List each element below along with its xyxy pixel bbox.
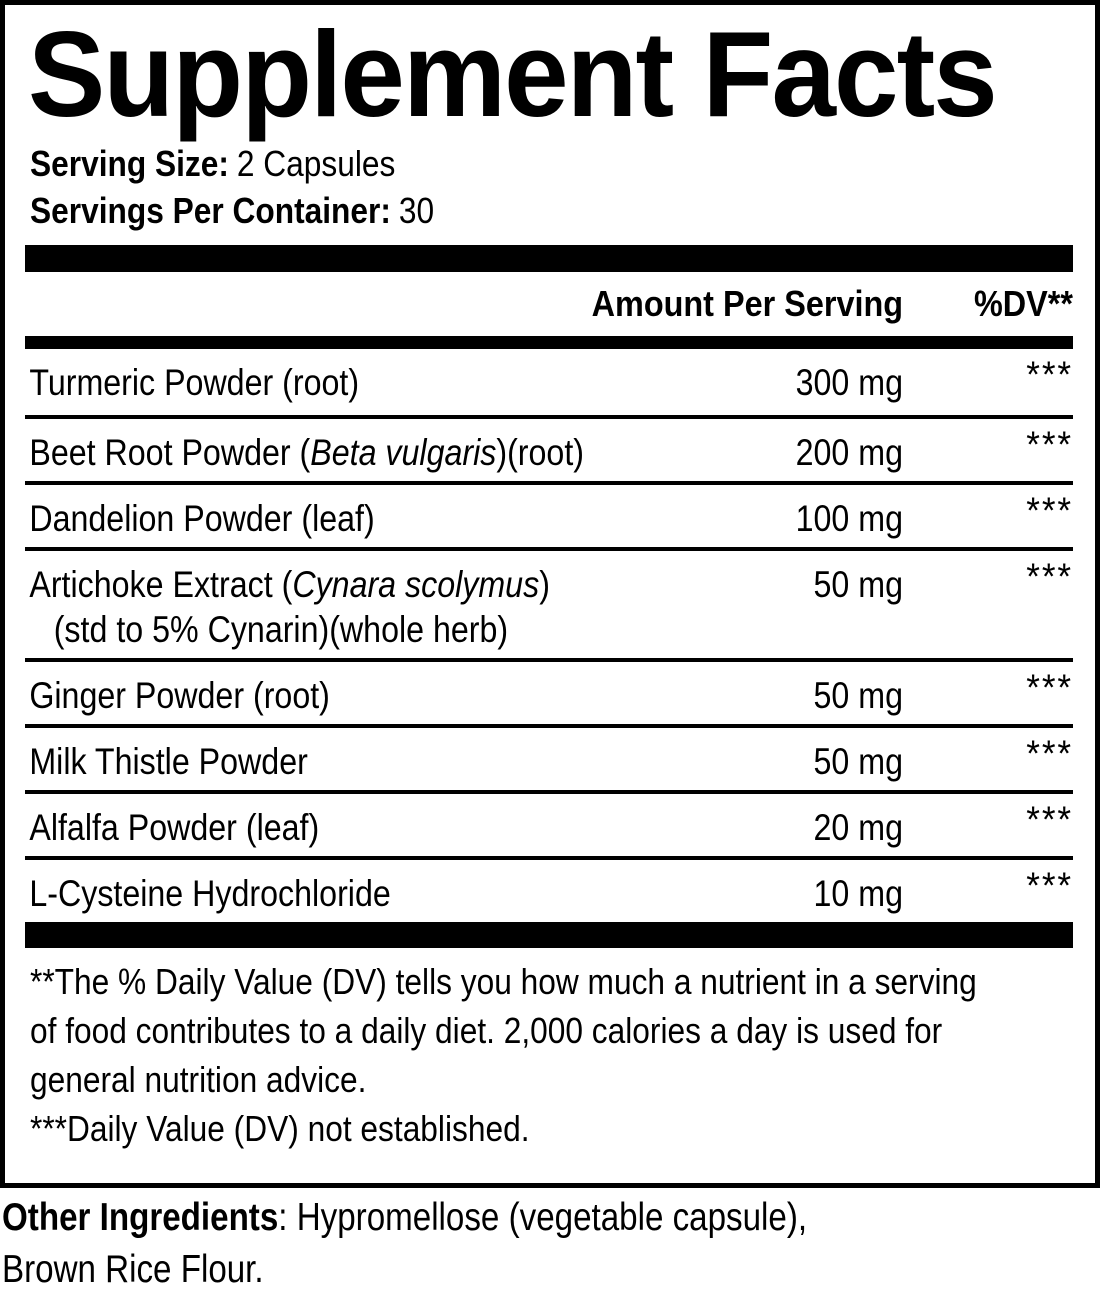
amount-per-serving-value: 50 mg xyxy=(813,563,903,605)
ingredient-name-detail: (std to 5% Cynarin)(whole herb) xyxy=(53,608,509,650)
amount-per-serving-value: 300 mg xyxy=(795,361,903,403)
daily-value-asterisks: *** xyxy=(1026,353,1073,395)
other-ingredients-rest: : Hypromellose (vegetable capsule), xyxy=(278,1196,808,1239)
panel-title: Supplement Facts xyxy=(28,6,996,142)
other-ingredients-line2: Brown Rice Flour. xyxy=(2,1248,264,1291)
servings-per-container-value: 30 xyxy=(398,189,435,231)
ingredient-name: Milk Thistle Powder xyxy=(29,740,308,782)
amount-per-serving-value: 50 mg xyxy=(813,740,903,782)
footnote-line: ***Daily Value (DV) not established. xyxy=(30,1107,530,1149)
daily-value-asterisks: *** xyxy=(1026,423,1073,465)
daily-value-asterisks: *** xyxy=(1026,666,1073,708)
daily-value-asterisks: *** xyxy=(1026,555,1073,597)
table-row xyxy=(25,415,1073,481)
footnote-line: **The % Daily Value (DV) tells you how much a nutrient in a serving xyxy=(30,960,977,1002)
daily-value-asterisks: *** xyxy=(1026,489,1073,531)
daily-value-asterisks: *** xyxy=(1026,798,1073,840)
servings-per-container-label: Servings Per Container: xyxy=(30,189,391,231)
serving-size-value: 2 Capsules xyxy=(236,142,396,184)
table-row xyxy=(25,856,1073,922)
table-row xyxy=(25,658,1073,724)
ingredient-name: Ginger Powder (root) xyxy=(29,674,330,716)
servings-per-container-line xyxy=(30,187,948,234)
daily-value-asterisks: *** xyxy=(1026,864,1073,906)
daily-value-footnote xyxy=(25,948,1073,1153)
ingredient-name: Dandelion Powder (leaf) xyxy=(29,497,375,539)
serving-size-label: Serving Size: xyxy=(30,142,229,184)
footnote-line: general nutrition advice. xyxy=(30,1058,367,1100)
percent-dv-header: %DV** xyxy=(973,282,1073,324)
ingredient-name: Turmeric Powder (root) xyxy=(29,361,360,403)
divider-thick-bottom xyxy=(25,922,1073,948)
amount-per-serving-value: 20 mg xyxy=(813,806,903,848)
amount-per-serving-value: 10 mg xyxy=(813,872,903,914)
table-row xyxy=(25,547,1073,658)
amount-per-serving-value: 200 mg xyxy=(795,431,903,473)
footnote-line: of food contributes to a daily diet. 2,000 calories a day is used for xyxy=(30,1009,943,1051)
amount-per-serving-value: 50 mg xyxy=(813,674,903,716)
ingredient-rows xyxy=(25,349,1073,922)
ingredient-name: Beet Root Powder (Beta vulgaris)(root) xyxy=(29,431,584,473)
other-ingredients-line1 xyxy=(2,1192,935,1244)
serving-info xyxy=(30,140,1073,234)
panel-content xyxy=(25,6,1073,1153)
ingredient-name: Alfalfa Powder (leaf) xyxy=(29,806,320,848)
table-row xyxy=(25,790,1073,856)
divider-medium xyxy=(25,336,1073,349)
table-row xyxy=(25,481,1073,547)
table-row xyxy=(25,349,1073,415)
other-ingredients xyxy=(2,1192,1100,1296)
daily-value-asterisks: *** xyxy=(1026,732,1073,774)
amount-per-serving-header: Amount Per Serving xyxy=(591,282,903,324)
ingredient-name: L-Cysteine Hydrochloride xyxy=(29,872,391,914)
table-row xyxy=(25,724,1073,790)
ingredient-name: Artichoke Extract (Cynara scolymus) (std to 5% Cynarin)(whole herb) xyxy=(25,562,658,652)
divider-thick-top xyxy=(25,245,1073,272)
table-header-row xyxy=(25,272,1073,336)
other-ingredients-label: Other Ingredients xyxy=(2,1196,279,1239)
amount-per-serving-value: 100 mg xyxy=(795,497,903,539)
serving-size-line xyxy=(30,140,948,187)
